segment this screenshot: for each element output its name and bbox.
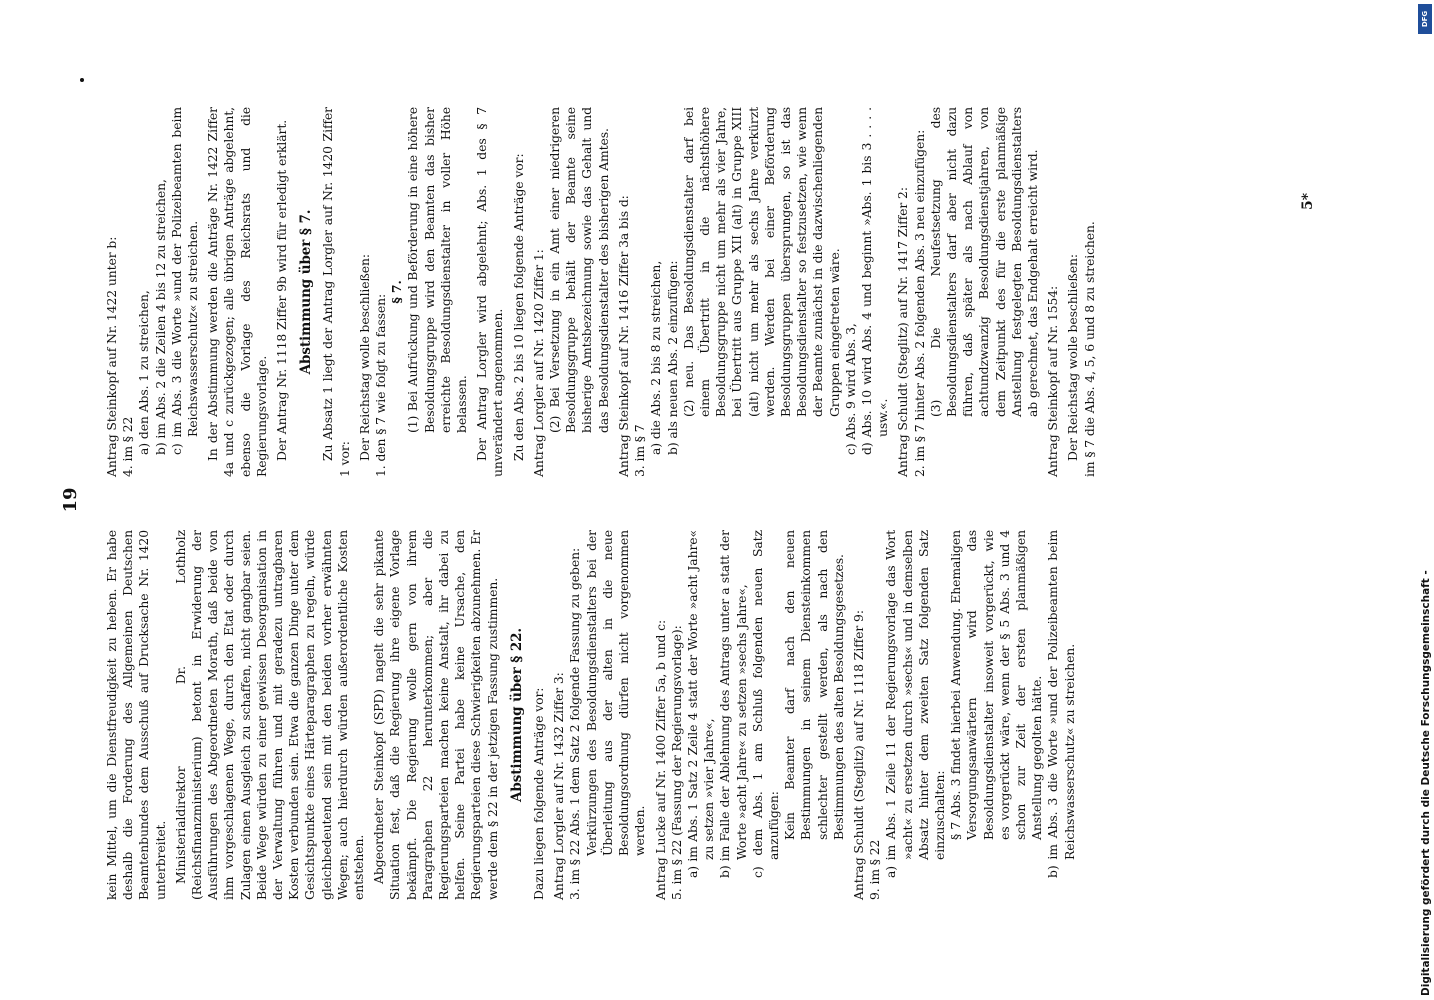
text-paragraph: d) Abs. 10 wird Abs. 4 und beginnt »Abs. 1 bis 3 . . . . usw.«. — [858, 107, 891, 455]
text-paragraph: Antrag Lorgler auf Nr. 1420 Ziffer 1: — [530, 249, 546, 477]
text-paragraph: kein Mittel, um die Dienstfreudigkeit zu heben. Er habe deshalb die Forderung des Allgemeinen Deutschen Beamtenbundes dem Ausschuß auf Drucksache Nr. 1420 unterbreitet. — [104, 530, 168, 900]
left-text-column — [100, 530, 1078, 900]
text-paragraph: Verkürzungen des Besoldungsdienstalters bei der Überleitung aus der alten in die neue Besoldungsordnung dürfen nicht vorgenommen werden. — [583, 530, 648, 856]
text-paragraph: b) im Abs. 2 die Zeilen 4 bis 12 zu streichen, — [152, 179, 168, 455]
text-paragraph: Antrag Schuldt (Steglitz) auf Nr. 1417 Ziffer 2: — [895, 187, 911, 477]
text-paragraph: a) die Abs. 2 bis 8 zu streichen, — [648, 260, 664, 455]
text-paragraph: b) im Abs. 3 die Worte »und der Polizeibeamten beim Reichswasserschutz« zu streichen. — [1045, 530, 1077, 878]
text-paragraph: (1) Bei Aufrückung und Beförderung in eine höhere Besoldungsgruppe wird den Beamten das bisher erreichte Besoldungsdienstalter in voller Höhe belassen. — [405, 107, 470, 433]
text-paragraph: (2) neu. Das Besoldungsdienstalter darf bei einem Übertritt in die nächsthöhere Besoldungsgruppe nicht um mehr als vier Jahre, bei Übertritt aus Gruppe XII (alt) in Gruppe XIII (alt) nicht um mehr als sechs Jahre verkürzt werden. Werden bei einer Beförderung Besoldungsgruppen übersprungen, so ist das Besoldungsdienstalter so festzusetzen, wie wenn der Beamte zunächst in die dazwischenliegenden Gruppen eingetreten wäre. — [680, 107, 842, 417]
text-paragraph: c) im Abs. 3 die Worte »und der Polizeibeamten beim Reichswasserschutz« zu streichen. — [168, 107, 201, 455]
text-paragraph: 1. den § 7 wie folgt zu fassen: — [373, 293, 389, 477]
text-paragraph: Antrag Steinkopf auf Nr. 1554: — [1045, 285, 1061, 477]
text-paragraph: 3. im § 7 — [632, 424, 648, 477]
section-heading: Abstimmung über § 22. — [508, 627, 525, 803]
text-paragraph: Der Reichstag wolle beschließen: — [356, 254, 372, 461]
credit-text: Digitalisierung gefördert durch die Deutsche Forschungsgemeinschaft - — [1420, 570, 1432, 996]
text-paragraph: c) dem Abs. 1 am Schluß folgenden neuen Satz anzufügen: — [749, 530, 781, 878]
text-paragraph: 5. im § 22 (Fassung der Regierungsvorlage): — [668, 625, 684, 900]
text-paragraph: Zu Absatz 1 liegt der Antrag Lorgler auf Nr. 1420 Ziffer 1 vor: — [320, 107, 352, 477]
text-paragraph: b) als neuen Abs. 2 einzufügen: — [664, 260, 680, 455]
text-paragraph: Abgeordneter Steinkopf (SPD) nagelt die sehr pikante Situation fest, daß die Regierung ihre eigene Vorlage bekämpft. Die Regierung wolle gern von ihrem Paragraphen 22 herunterkommen; aber die Regierungsparteien machen keine Anstalt, ihr dabei zu helfen. Seine Partei habe keine Ursache, den Regierungsparteien diese Schwierigkeiten abzunehmen. Er werde dem § 22 in der jetzigen Fassung zustimmen. — [371, 530, 500, 900]
text-paragraph: Antrag Schuldt (Steglitz) auf Nr. 1118 Ziffer 9: — [850, 610, 866, 900]
text-paragraph: Antrag Steinkopf auf Nr. 1416 Ziffer 3a bis d: — [615, 195, 631, 477]
text-paragraph: Antrag Lorgler auf Nr. 1432 Ziffer 3: — [551, 672, 567, 900]
text-paragraph: Antrag Lucke auf Nr. 1400 Ziffer 5a, b und c: — [652, 619, 668, 900]
text-paragraph: 2. im § 7 hinter Abs. 2 folgenden Abs. 3 neu einzufügen: — [911, 129, 927, 477]
page-number: 19 — [60, 487, 81, 513]
text-paragraph: c) Abs. 9 wird Abs. 3, — [842, 323, 858, 455]
text-paragraph: Ministerialdirektor Dr. Lothholz (Reichsfinanzministerium) betont in Erwiderung der Ausführungen des Abgeordneten Morath, daß beide von ihm vorgeschlagenen Wege, durch den Etat oder durch Zulagen einen Ausgleich zu schaffen, nicht gangbar seien. Beide Wege würden zu einer gewissen Desorganisation in der Verwaltung führen und mit geradezu untragbaren Kosten verbunden sein. Etwa die ganzen Dinge unter dem Gesichtspunkte eines Härteparagraphen zu regeln, würde gleichbedeutend sein mit den beiden vorher erwähnten Wegen; auch hierdurch würden außerordentliche Kosten entstehen. — [172, 530, 367, 900]
text-paragraph: (2) Bei Versetzung in ein Amt einer niedrigeren Besoldungsgruppe behält der Beamte seine bisherige Amtsbezeichnung sowie das Gehalt und das Besoldungsdienstalter des bisherigen Amtes. — [547, 107, 611, 433]
text-paragraph: Zu den Abs. 2 bis 10 liegen folgende Anträge vor: — [510, 153, 526, 461]
text-paragraph: 4. im § 22 — [120, 416, 136, 477]
text-paragraph: Der Reichstag wolle beschließen: — [1065, 254, 1081, 461]
right-text-column — [100, 107, 1098, 477]
text-paragraph: Kein Beamter darf nach den neuen Bestimmungen in seinem Diensteinkommen schlechter gestellt werden, als nach den Bestimmungen des alten Besoldungsgesetzes. — [782, 530, 846, 840]
text-paragraph: a) den Abs. 1 zu streichen, — [136, 290, 152, 455]
dfg-logo-text: DFG — [1421, 10, 1429, 28]
ink-speck — [80, 78, 84, 82]
section-heading: Abstimmung über § 7. — [298, 209, 315, 375]
text-paragraph: b) im Falle der Ablehnung des Antrags unter a statt der Worte »acht Jahre« zu setzen »sechs Jahre«, — [717, 530, 749, 878]
text-paragraph: a) im Abs. 1 Satz 2 Zeile 4 statt der Worte »acht Jahre« zu setzen »vier Jahre«, — [684, 530, 717, 878]
text-paragraph: In der Abstimmung werden die Anträge Nr. 1422 Ziffer 4a und c zurückgezogen; alle übrigen Anträge abgelehnt, ebenso die Vorlage des Reichsrats und die Regierungsvorlage. — [205, 107, 269, 477]
text-paragraph: Dazu liegen folgende Anträge vor: — [531, 687, 547, 900]
text-paragraph: Der Antrag Nr. 1118 Ziffer 9b wird für erledigt erklärt. — [274, 119, 290, 461]
text-paragraph: Der Antrag Lorgler wird abgelehnt; Abs. 1 des § 7 unverändert angenommen. — [474, 107, 506, 477]
text-paragraph: 9. im § 22 — [867, 839, 883, 900]
dfg-logo — [1418, 4, 1432, 34]
text-paragraph: § 7. — [389, 280, 405, 304]
text-paragraph: a) im Abs. 1 Zeile 11 der Regierungsvorlage das Wort »acht« zu ersetzen durch »sechs« und in demselben Absatz hinter dem zweiten Satz folgenden Satz einzuschalten: — [883, 530, 947, 878]
text-paragraph: § 7 Abs. 3 findet hierbei Anwendung. Ehemaligen Versorgungsanwärtern wird das Besoldungsdienstalter insoweit vorgerückt, wie es vorgerückt wäre, wenn der § 5 Abs. 3 und 4 schon zur Zeit der ersten planmäßigen Anstellung gegolten hätte. — [948, 530, 1045, 840]
digitization-credit — [1416, 0, 1432, 1000]
text-paragraph: (3) Die Neufestsetzung des Besoldungsdienstalters darf aber nicht dazu führen, daß später als nach Ablauf von achtundzwanzig Besoldungsdienstjahren, von dem Zeitpunkt des für die erste planmäßige Anstellung festgelegten Besoldungsdienstalters ab gerechnet, das Endgehalt erreicht wird. — [927, 107, 1040, 417]
text-paragraph: Antrag Steinkopf auf Nr. 1422 unter b: — [104, 236, 119, 477]
text-paragraph: 3. im § 22 Abs. 1 dem Satz 2 folgende Fassung zu geben: — [567, 547, 583, 900]
text-paragraph: im § 7 die Abs. 4, 5, 6 und 8 zu streichen. — [1081, 221, 1097, 477]
signature-mark: 5* — [1300, 192, 1316, 210]
